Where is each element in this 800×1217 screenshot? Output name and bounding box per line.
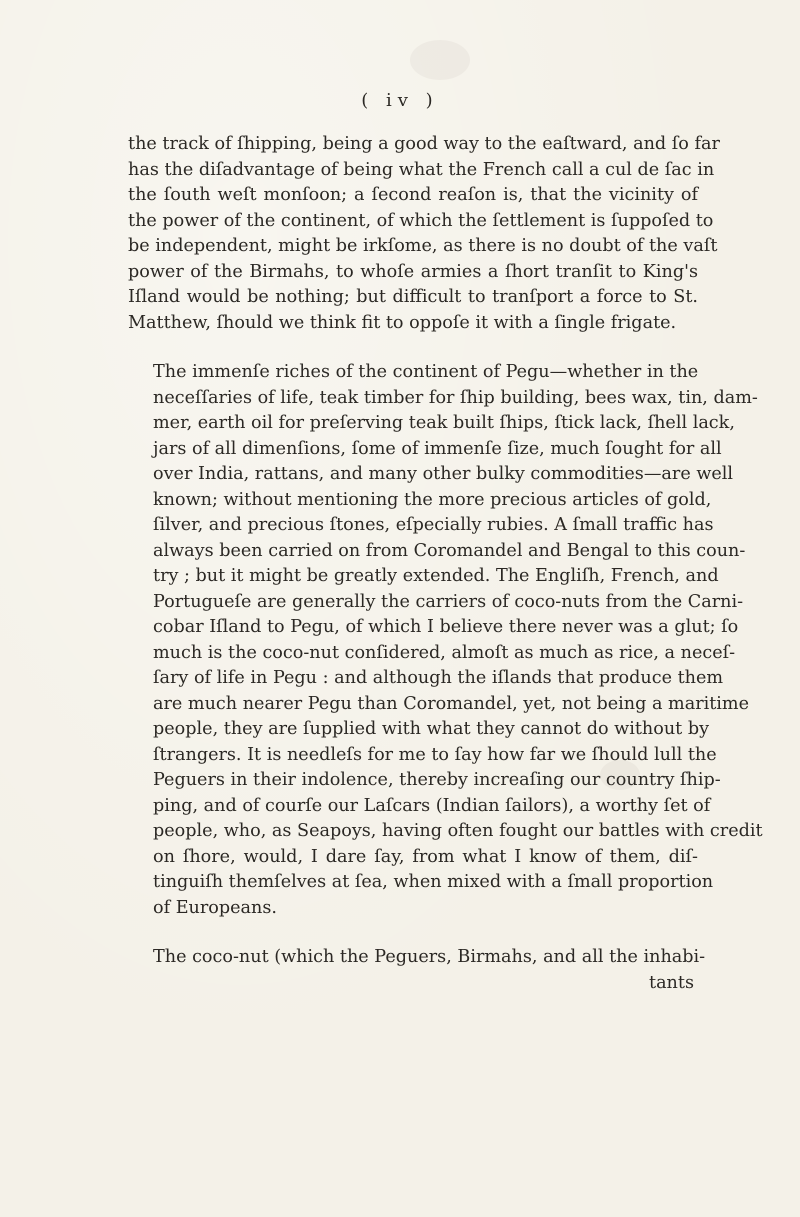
text-line: Iſland would be nothing; but difficult to tranſport a force to St.	[128, 287, 698, 307]
text-line: always been carried on from Coromandel and Bengal to this coun-	[153, 540, 746, 561]
text-line: people, who, as Seapoys, having often fought our battles with credit	[153, 821, 763, 841]
paragraph	[128, 945, 706, 996]
text-line: ſtrangers. It is needleſs for me to ſay how far we ſhould lull the	[153, 744, 717, 765]
text-line: mer, earth oil for preſerving teak built ſhips, ſtick lack, ſhell lack,	[153, 413, 735, 433]
text-line: ſilver, and precious ſtones, eſpecially rubies. A ſmall traffic has	[153, 515, 714, 535]
text-line: much is the coco-nut conſidered, almoſt as much as rice, a neceſ-	[153, 642, 736, 663]
text-line: are much nearer Pegu than Coromandel, yet, not being a maritime	[153, 693, 750, 714]
text-line: the ſouth weſt monſoon; a ſecond reaſon is, that the vicinity of	[128, 185, 698, 205]
text-line: ping, and of courſe our Laſcars (Indian ſailors), a worthy ſet of	[153, 795, 711, 816]
text-line: of Europeans.	[153, 897, 277, 918]
body-text	[128, 132, 763, 996]
text-line: has the diſadvantage of being what the French call a cul de ſac in	[128, 159, 715, 180]
paragraph	[128, 132, 720, 336]
text-line: the power of the continent, of which the ſettlement is ſuppoſed to	[128, 210, 714, 231]
text-line: try ; but it might be greatly extended. The Engliſh, French, and	[153, 566, 719, 586]
text-line: Matthew, ſhould we think fit to oppoſe it with a ſingle frigate.	[128, 312, 677, 333]
text-line: tinguiſh themſelves at ſea, when mixed with a ſmall proportion	[153, 872, 714, 892]
text-line: ſary of life in Pegu : and although the iſlands that produce them	[153, 668, 724, 688]
paragraph	[128, 360, 763, 921]
text-line: The coco-nut (which the Peguers, Birmahs, and all the inhabi-	[153, 947, 706, 967]
text-line: jars of all dimenſions, ſome of immenſe ſize, much ſought for all	[153, 438, 722, 459]
text-line: people, they are ſupplied with what they cannot do without by	[153, 719, 710, 739]
paper-smudge	[410, 40, 470, 80]
text-line: cobar Iſland to Pegu, of which I believe there never was a glut; ſo	[153, 617, 739, 637]
text-line: Portugueſe are generally the carriers of coco-nuts from the Carni-	[153, 591, 744, 612]
text-line: be independent, might be irkſome, as there is no doubt of the vaſt	[128, 236, 718, 256]
text-line: known; without mentioning the more precious articles of gold,	[153, 489, 712, 510]
text-line: The immenſe riches of the continent of Pegu—whether in the	[153, 362, 699, 382]
page-number: ( iv )	[361, 90, 439, 111]
text-line: on ſhore, would, I dare ſay, from what I know of them, diſ-	[153, 846, 698, 867]
text-line: the track of ſhipping, being a good way to the eaſtward, and ſo far	[128, 134, 720, 154]
text-line: over India, rattans, and many other bulky commodities—are well	[153, 464, 734, 484]
catchword: tants	[649, 972, 694, 993]
text-line: Peguers in their indolence, thereby increaſing our country ſhip-	[153, 770, 721, 790]
text-line: neceſſaries of life, teak timber for ſhip building, bees wax, tin, dam-	[153, 387, 758, 408]
text-line: power of the Birmahs, to whoſe armies a ſhort tranſit to King's	[128, 261, 698, 282]
